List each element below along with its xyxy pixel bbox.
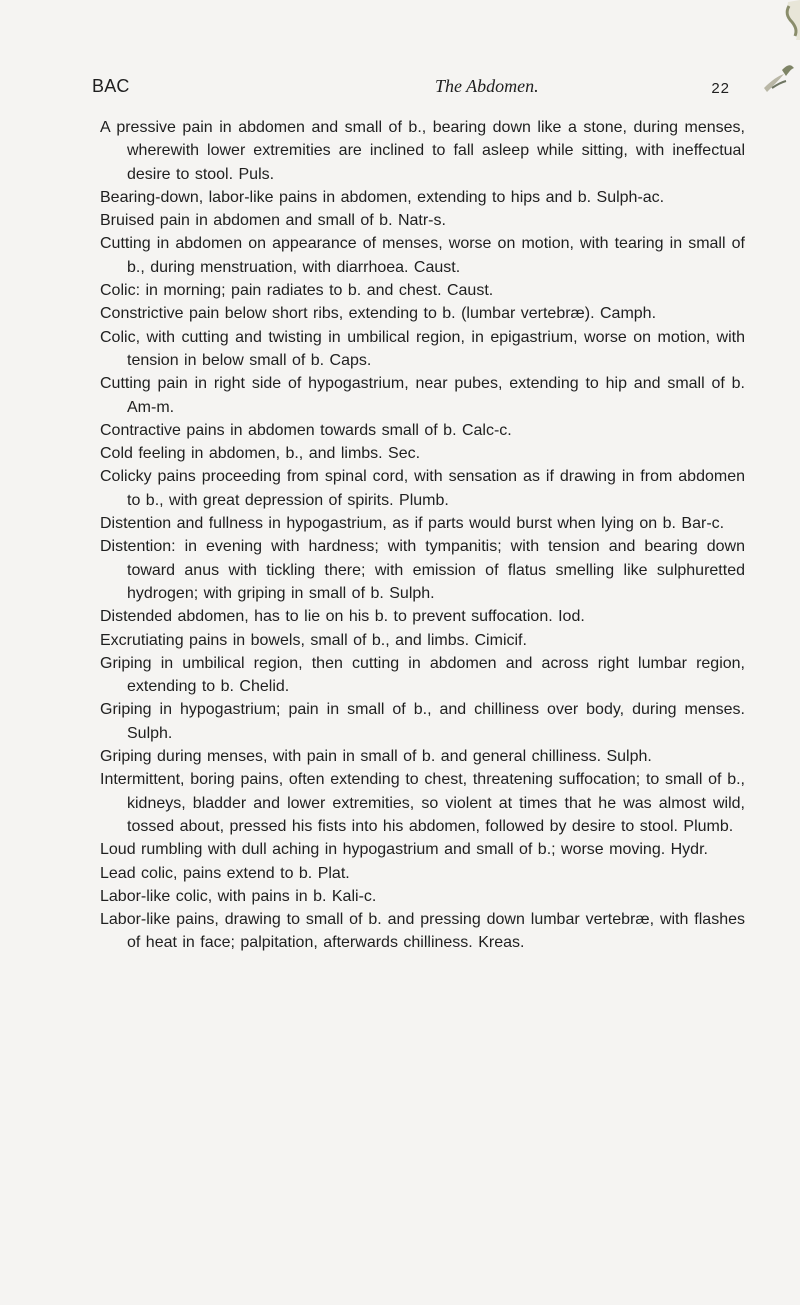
page-title: The Abdomen.: [435, 76, 539, 96]
symptom-entry: Cold feeling in abdomen, b., and limbs. Sec.: [100, 445, 421, 463]
symptom-entry: Contractive pains in abdomen towards small of b. Calc-c.: [100, 421, 512, 439]
symptom-entry: Constrictive pain below short ribs, extending to b. (lumbar vertebræ). Camph.: [100, 305, 657, 323]
symptom-entry: Lead colic, pains extend to b. Plat.: [100, 864, 350, 882]
symptom-entry: Bearing-down, labor-like pains in abdomen, extending to hips and b. Sulph-ac.: [100, 188, 665, 206]
symptom-entry: Griping in umbilical region, then cutting in abdomen and across right lumbar region, extending to b. Chelid.: [100, 654, 745, 696]
page-header: [92, 76, 738, 100]
symptom-entry: Bruised pain in abdomen and small of b. Natr-s.: [100, 212, 446, 230]
symptom-entry: Intermittent, boring pains, often extending to chest, threatening suffocation; to small of b., kidneys, bladder and lower extremities, so violent at times that he was almost wild, tossed about, pressed his fists into his abdomen, followed by desire to stool. Plumb.: [100, 771, 745, 835]
page-corner-binding-mark: [742, 0, 800, 105]
header-section-label: BAC: [92, 76, 130, 96]
symptom-entry: Colicky pains proceeding from spinal cord, with sensation as if drawing in from abdomen to b., with great depression of spirits. Plumb.: [100, 468, 745, 509]
symptom-entry: Loud rumbling with dull aching in hypogastrium and small of b.; worse moving. Hydr.: [100, 841, 708, 859]
page-number: 22: [711, 80, 730, 97]
symptom-entry: Griping in hypogastrium; pain in small of b., and chilliness over body, during menses. Sulph.: [100, 701, 745, 742]
symptom-entry: Cutting pain in right side of hypogastrium, near pubes, extending to hip and small of b. Am-m.: [100, 375, 745, 416]
symptom-entry: Distended abdomen, has to lie on his b. to prevent suffocation. Iod.: [100, 608, 585, 626]
symptom-entry: Cutting in abdomen on appearance of menses, worse on motion, with tearing in small of b., during menstruation, with diarrhoea. Caust.: [100, 235, 745, 276]
symptom-entry: Distention and fullness in hypogastrium, as if parts would burst when lying on b. Bar-c.: [100, 515, 725, 533]
symptom-entry: Excrutiating pains in bowels, small of b., and limbs. Cimicif.: [100, 631, 527, 649]
symptom-entry: Colic, with cutting and twisting in umbilical region, in epigastrium, worse on motion, with tension in below small of b. Caps.: [100, 328, 745, 369]
symptom-entry: A pressive pain in abdomen and small of b., bearing down like a stone, during menses, wherewith lower extremities are inclined to fall asleep while sitting, with ineffectual desire to stool. Puls.: [100, 119, 745, 183]
symptom-entry: Griping during menses, with pain in small of b. and general chilliness. Sulph.: [100, 748, 652, 766]
symptom-entry: Labor-like colic, with pains in b. Kali-c.: [100, 887, 377, 905]
symptom-entry: Distention: in evening with hardness; with tympanitis; with tension and bearing down toward anus with tickling there; with emission of flatus smelling like sulphuretted hydrogen; with griping in small of b. Sulph.: [100, 538, 745, 602]
symptom-entry: Colic: in morning; pain radiates to b. and chest. Caust.: [100, 282, 494, 300]
symptom-entry-list: [100, 116, 745, 955]
symptom-entry: Labor-like pains, drawing to small of b. and pressing down lumbar vertebræ, with flashes of heat in face; palpitation, afterwards chilliness. Kreas.: [100, 911, 745, 952]
